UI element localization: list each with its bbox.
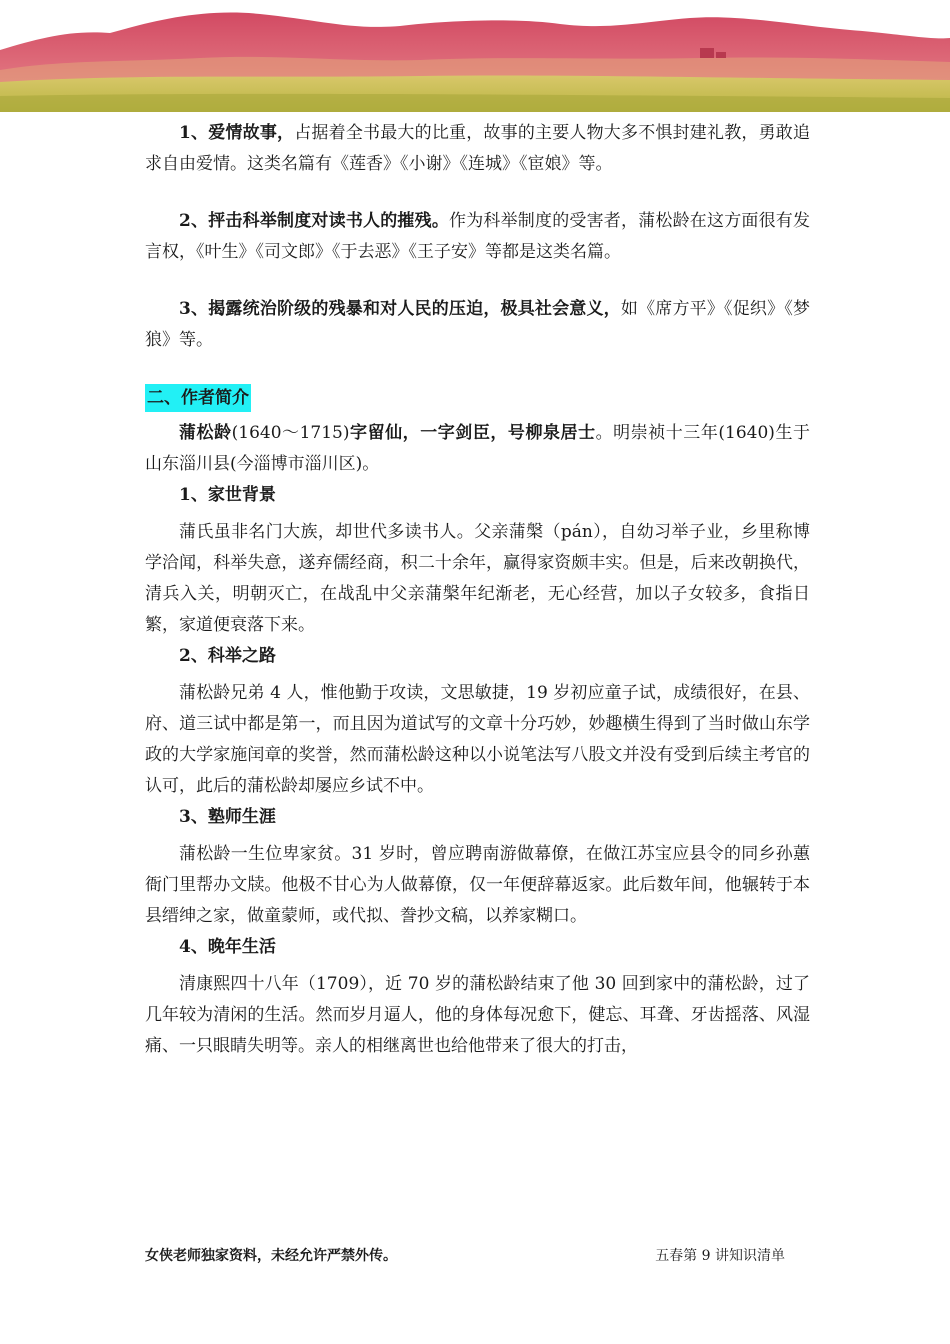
subsection-text-family: 蒲氏虽非名门大族，却世代多读书人。父亲蒲槃（pán），自幼习举子业，乡里称博学洽闻，科举失意，遂弃儒经商，积二十余年，赢得家资颇丰实。但是，后来改朝换代，清兵入关，明朝灭亡，在战乱中父亲蒲槃年纪渐老，无心经营，加以子女较多，食指日繁，家道便衰落下来。 [145, 522, 810, 635]
header-landscape-banner [0, 0, 950, 112]
footer-lesson-label: 五春第 9 讲知识清单 [655, 1248, 785, 1264]
subsection-text-exams: 蒲松龄兄弟 4 人，惟他勤于攻读，文思敏捷，19 岁初应童子试，成绩很好，在县、府、道三试中都是第一，而且因为道试写的文章十分巧妙，妙趣横生得到了当时做山东学政的大学家施闰章的奖誉，然而蒲松龄这种以小说笔法写八股文并没有受到后续主考官的认可，此后的蒲松龄却屡应乡试不中。 [145, 683, 810, 796]
subsection-title-family: 1、家世背景 [179, 485, 276, 505]
footer-copyright: 女侠老师独家资料，未经允许严禁外传。 [145, 1248, 397, 1264]
paragraph-exam-critique [145, 206, 810, 268]
paragraph-heading: 1、爱情故事， [179, 123, 295, 143]
paragraph-heading: 2、抨击科举制度对读书人的摧残。 [179, 211, 450, 231]
author-years: (1640～1715) [231, 423, 350, 443]
author-birth: 。明崇祯十三年(1640)生于山东淄川县(今淄博市淄川区)。 [145, 423, 811, 474]
section-title-author-intro: 二、作者简介 [145, 384, 251, 412]
subsection-title-tutor: 3、塾师生涯 [179, 807, 276, 827]
subsection-text-late-life: 清康熙四十八年（1709），近 70 岁的蒲松龄结束了他 30 回到家中的蒲松龄，过了几年较为清闲的生活。然而岁月逼人，他的身体每况愈下，健忘、耳聋、牙齿摇落、风湿痛、一只眼睛失明等。亲人的相继离世也给他带来了很大的打击， [145, 974, 810, 1056]
paragraph-love-stories [145, 118, 810, 180]
paragraph-text: 如《席方平》《促织》《梦狼》等。 [145, 299, 811, 350]
paragraph-text: 占据着全书最大的比重，故事的主要人物大多不惧封建礼教，勇敢追求自由爱情。这类名篇有《莲香》《小谢》《连城》《宦娘》等。 [145, 123, 810, 174]
subsection-title-late-life: 4、晚年生活 [179, 937, 276, 957]
subsection-text-tutor: 蒲松龄一生位卑家贫。31 岁时，曾应聘南游做幕僚，在做江苏宝应县令的同乡孙蕙衙门里帮办文牍。他极不甘心为人做幕僚，仅一年便辞幕返家。此后数年间，他辗转于本县缙绅之家，做童蒙师，或代拟、誊抄文稿，以养家糊口。 [145, 844, 810, 926]
paragraph-heading: 3、揭露统治阶级的残暴和对人民的压迫，极具社会意义， [179, 299, 621, 319]
subsection-title-exams: 2、科举之路 [179, 646, 276, 666]
author-courtesy-names: 字留仙，一字剑臣，号柳泉居士 [349, 423, 596, 443]
author-name: 蒲松龄 [179, 423, 232, 443]
author-intro-paragraph [145, 418, 810, 480]
document-body [145, 118, 810, 1062]
paragraph-text: 作为科举制度的受害者，蒲松龄在这方面很有发言权，《叶生》《司文郎》《于去恶》《王子安》等都是这类名篇。 [145, 211, 810, 262]
paragraph-ruling-class [145, 294, 810, 356]
